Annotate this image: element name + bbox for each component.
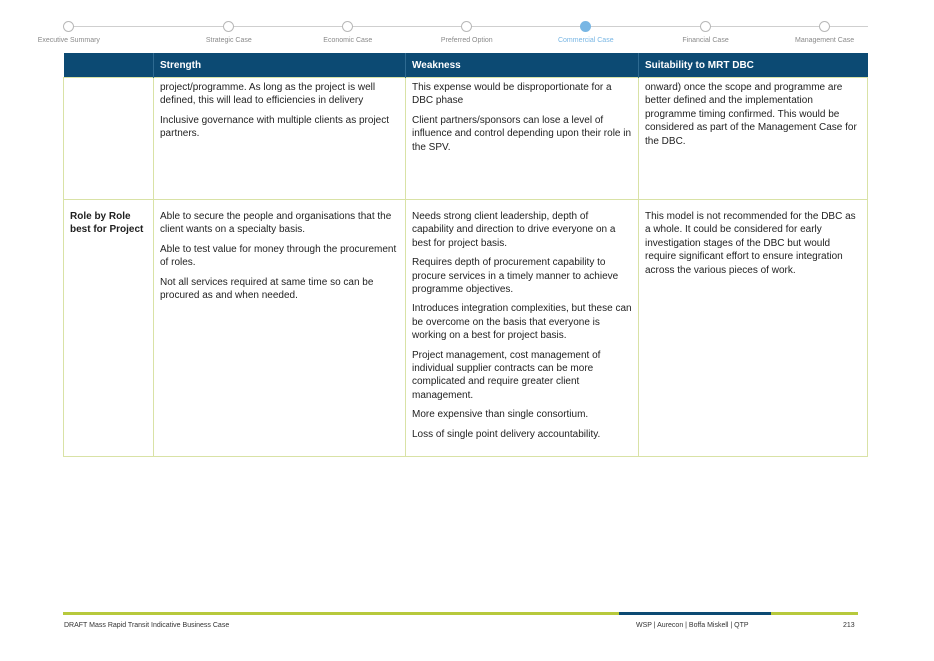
weakness-point: More expensive than single consortium. [412, 409, 589, 421]
table-row [64, 78, 868, 200]
strength-point: Not all services required at same time so can be procured as and when needed. [160, 276, 374, 302]
suitability-point: onward) once the scope and programme are better defined and the implementation programme timing confirmed. This would be considered as part of the Management Case for the DBC. [645, 82, 857, 147]
table-header-row [64, 53, 868, 78]
weakness-point: Client partners/sponsors can lose a level of influence and control depending upon their role in the SPV. [412, 114, 632, 153]
step-dot-icon [580, 21, 591, 32]
step-dot-icon [700, 21, 711, 32]
nav-step-label: Strategic Case [205, 37, 252, 44]
step-dot-icon [819, 21, 830, 32]
strength-point: Able to secure the people and organisations that the client wants on a specialty basis. [160, 211, 392, 236]
weakness-cell [406, 78, 639, 200]
weakness-cell [406, 200, 639, 457]
nav-step-executive-summary[interactable] [9, 18, 129, 44]
step-dot-icon [63, 21, 74, 32]
strength-point: Inclusive governance with multiple clients as project partners. [160, 114, 389, 140]
procurement-options-table [63, 53, 868, 457]
section-progress-nav [37, 18, 868, 48]
page-number: 213 [843, 622, 855, 629]
footer-rule-blue [619, 612, 771, 615]
nav-step-label: Preferred Option [440, 37, 493, 44]
header-suitability: Suitability to MRT DBC [639, 53, 868, 78]
strength-point: project/programme. As long as the project is well defined, this will lead to efficiencies in delivery [160, 82, 376, 107]
suitability-cell [639, 200, 868, 457]
nav-step-label: Commercial Case [557, 37, 614, 44]
header-option [64, 53, 154, 78]
weakness-point: Project management, cost management of individual supplier contracts can be more complicated and require greater client management. [412, 349, 601, 401]
nav-step-commercial-case[interactable] [526, 18, 646, 44]
step-dot-icon [461, 21, 472, 32]
suitability-cell [639, 78, 868, 200]
step-dot-icon [223, 21, 234, 32]
nav-step-economic-case[interactable] [288, 18, 408, 44]
nav-step-financial-case[interactable] [646, 18, 766, 44]
row-label: Role by Role best for Project [64, 200, 154, 457]
header-strength: Strength [154, 53, 406, 78]
nav-step-label: Financial Case [682, 37, 729, 44]
strength-cell [154, 200, 406, 457]
weakness-point: Loss of single point delivery accountability. [412, 428, 601, 440]
nav-step-management-case[interactable] [765, 18, 885, 44]
weakness-point: This expense would be disproportionate for a DBC phase [412, 82, 612, 107]
weakness-point: Needs strong client leadership, depth of capability and direction to drive everyone on a best for project basis. [412, 211, 616, 249]
nav-step-label: Economic Case [323, 37, 373, 44]
footer-rule-green-end [771, 612, 858, 615]
strength-point: Able to test value for money through the procurement of roles. [160, 243, 397, 269]
footer-document-title: DRAFT Mass Rapid Transit Indicative Business Case [64, 622, 230, 629]
header-weakness: Weakness [406, 53, 639, 78]
weakness-point: Introduces integration complexities, but these can be overcome on the basis that everyone is working on a best for project basis. [412, 303, 632, 342]
footer-authors: WSP | Aurecon | Boffa Miskell | QTP [636, 622, 749, 629]
row-label [64, 78, 154, 200]
nav-step-label: Management Case [795, 37, 855, 44]
weakness-point: Requires depth of procurement capability to procure services in a timely manner to achieve programme objectives. [412, 257, 619, 296]
nav-step-strategic-case[interactable] [169, 18, 289, 44]
strength-cell [154, 78, 406, 200]
suitability-point: This model is not recommended for the DBC as a whole. It could be considered for early investigation stages of the DBC but would require significant effort to ensure integration across the various pieces of work. [645, 211, 856, 276]
table-row [64, 200, 868, 457]
footer-rule-green [63, 612, 619, 615]
nav-step-label: Executive Summary [37, 37, 100, 44]
step-dot-icon [342, 21, 353, 32]
nav-step-preferred-option[interactable] [407, 18, 527, 44]
